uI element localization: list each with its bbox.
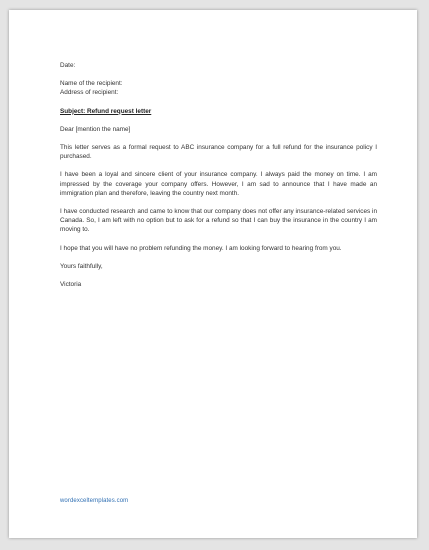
website-link[interactable]: wordexceltemplates.com — [60, 498, 129, 504]
paragraph-4: I hope that you will have no problem refunding the money. I am looking forward to hearing from you. — [60, 244, 342, 252]
letter-body — [60, 61, 377, 289]
paragraph-2: I have been a loyal and sincere client of your insurance company. I always paid the money on time. I am impressed by the coverage your company offers. However, I am sad to announce that I have made an immigration plan and therefore, leaving the country next month. — [60, 171, 377, 197]
date-label: Date: — [60, 62, 76, 69]
paragraph-1: This letter serves as a formal request to ABC insurance company for a full refund for the insurance policy I purchased. — [60, 144, 377, 161]
recipient-name-label: Name of the recipient: — [60, 80, 123, 88]
document-page — [9, 10, 417, 538]
closing: Yours faithfully, — [60, 262, 103, 270]
salutation: Dear [mention the name] — [60, 125, 131, 133]
signature: Victoria — [60, 281, 82, 289]
recipient-address-label: Address of recipient: — [60, 89, 119, 97]
subject-line: Subject: Refund request letter — [60, 107, 152, 115]
paragraph-3: I have conducted research and came to know that our company does not offer any insurance-related services in Canada. So, I am left with no option but to ask for a refund so that I can buy the insurance in the country I am moving to. — [60, 208, 377, 234]
